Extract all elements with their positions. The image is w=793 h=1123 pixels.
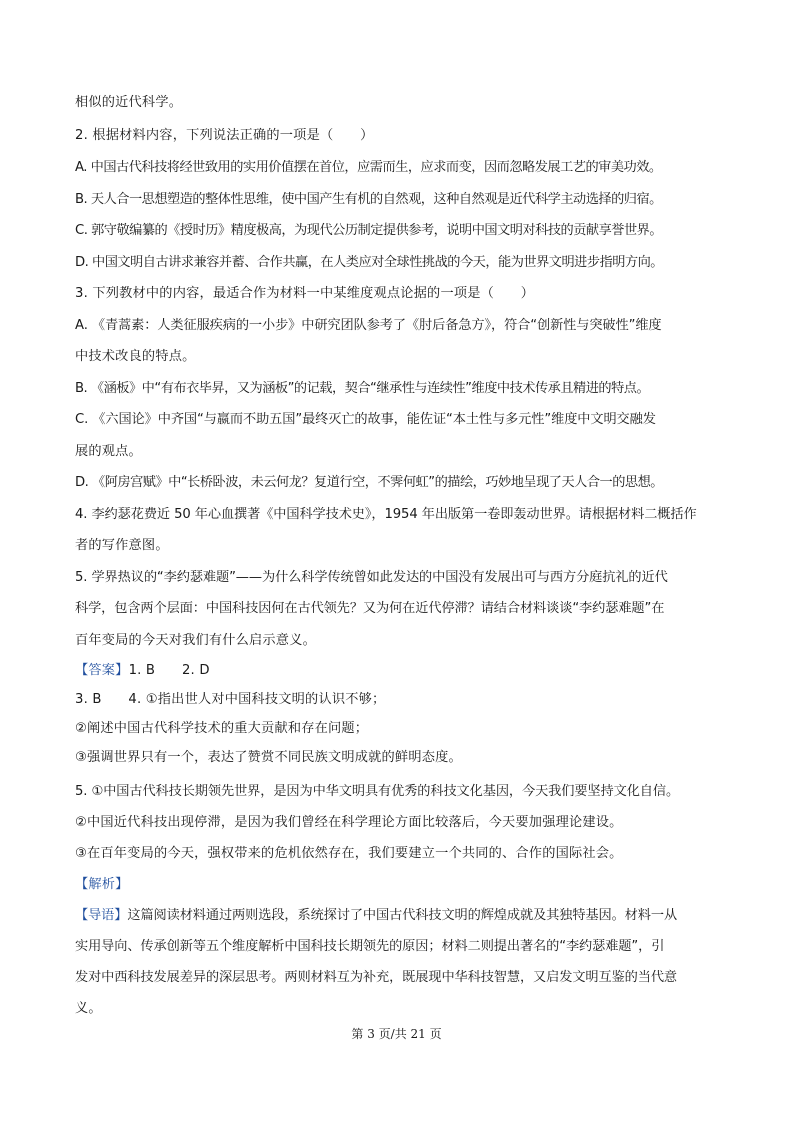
- question-2-option-c: C. 郭守敬编纂的《授时历》精度极高，为现代公历制定提供参考，说明中国文明对科技的贡献享誉世界。: [75, 223, 663, 238]
- answer-line: ②阐述中国古代科学技术的重大贡献和存在问题；: [75, 721, 369, 736]
- question-3-option-a: A. 《青蒿素：人类征服疾病的一小步》中研究团队参考了《肘后备急方》，符合“创新性与突破性”维度: [75, 318, 662, 333]
- guide-first-text: 这篇阅读材料通过两则选段，系统探讨了中国古代科技文明的辉煌成就及其独特基因。材料一从: [127, 908, 678, 923]
- answer-line: ②中国近代科技出现停滞，是因为我们曾经在科学理论方面比较落后，今天要加强理论建设。: [75, 815, 623, 830]
- guide-line: 义。: [75, 1001, 102, 1016]
- question-3-option-c: C. 《六国论》中齐国“与嬴而不助五国”最终灭亡的故事，能佐证“本土性与多元性”维度中文明交融发: [75, 412, 656, 427]
- guide-tag: 【导语】: [75, 908, 128, 923]
- question-3-stem: 3. 下列教材中的内容，最适合作为材料一中某维度观点论据的一项是（ ）: [75, 286, 535, 301]
- answer-line: 5. ①中国古代科技长期领先世界，是因为中华文明具有优秀的科技文化基因，今天我们要坚持文化自信。: [75, 784, 680, 799]
- analysis-header: [75, 876, 735, 894]
- guide-paragraph-first: [75, 907, 735, 925]
- page-number-footer: 第 3 页/共 21 页: [351, 1027, 442, 1041]
- question-3-option-b: B. 《涵板》中“有布衣毕昇，又为涵板”的记载，契合“继承性与连续性”维度中技术传承且精进的特点。: [75, 381, 650, 396]
- question-3-option-c-cont: 展的观点。: [75, 444, 142, 459]
- guide-line: 发对中西科技发展差异的深层思考。两则材料互为补充，既展现中华科技智慧，又启发文明互鉴的当代意: [75, 970, 678, 985]
- guide-line: 实用导向、传承创新等五个维度解析中国科技长期领先的原因；材料二则提出著名的“李约瑟难题”，引: [75, 939, 665, 954]
- question-3-option-a-cont: 中技术改良的特点。: [75, 349, 196, 364]
- question-3-option-d: D. 《阿房宫赋》中“长桥卧波，未云何龙？复道行空，不霁何虹”的描绘，巧妙地呈现了天人合一的思想。: [75, 475, 663, 490]
- question-4-stem-cont: 者的写作意图。: [75, 538, 169, 553]
- analysis-tag: 【解析】: [75, 877, 129, 892]
- question-2-stem: 2. 根据材料内容，下列说法正确的一项是（ ）: [75, 128, 374, 143]
- answer-tag: 【答案】: [75, 663, 129, 678]
- question-5-stem-cont-2: 百年变局的今天对我们有什么启示意义。: [75, 633, 316, 648]
- question-2-option-a: A. 中国古代科技将经世致用的实用价值摆在首位，应需而生，应求而变，因而忽略发展工艺的审美功效。: [75, 160, 662, 175]
- answer-first: 1. B 2. D: [128, 663, 210, 678]
- answer-header: [75, 662, 735, 680]
- answer-line: ③在百年变局的今天，强权带来的危机依然存在，我们要建立一个共同的、合作的国际社会。: [75, 846, 623, 861]
- question-4-stem: 4. 李约瑟花费近 50 年心血撰著《中国科学技术史》，1954 年出版第一卷即轰动世界。请根据材料二概括作: [75, 507, 697, 522]
- answer-line: 3. B 4. ①指出世人对中国科技文明的认识不够；: [75, 692, 386, 707]
- text-line: 相似的近代科学。: [75, 95, 183, 110]
- question-2-option-d: D. 中国文明自古讲求兼容并蓄、合作共赢，在人类应对全球性挑战的今天，能为世界文明进步指明方向。: [75, 255, 663, 270]
- answer-line: ③强调世界只有一个，表达了赞赏不同民族文明成就的鲜明态度。: [75, 750, 462, 765]
- question-5-stem: 5. 学界热议的“李约瑟难题”——为什么科学传统曾如此发达的中国没有发展出可与西方分庭抗礼的近代: [75, 570, 668, 585]
- question-2-option-b: B. 天人合一思想塑造的整体性思维，使中国产生有机的自然观，这种自然观是近代科学主动选择的归宿。: [75, 192, 662, 207]
- question-5-stem-cont: 科学，包含两个层面：中国科技因何在古代领先？又为何在近代停滞？请结合材料谈谈“李约瑟难题”在: [75, 601, 665, 616]
